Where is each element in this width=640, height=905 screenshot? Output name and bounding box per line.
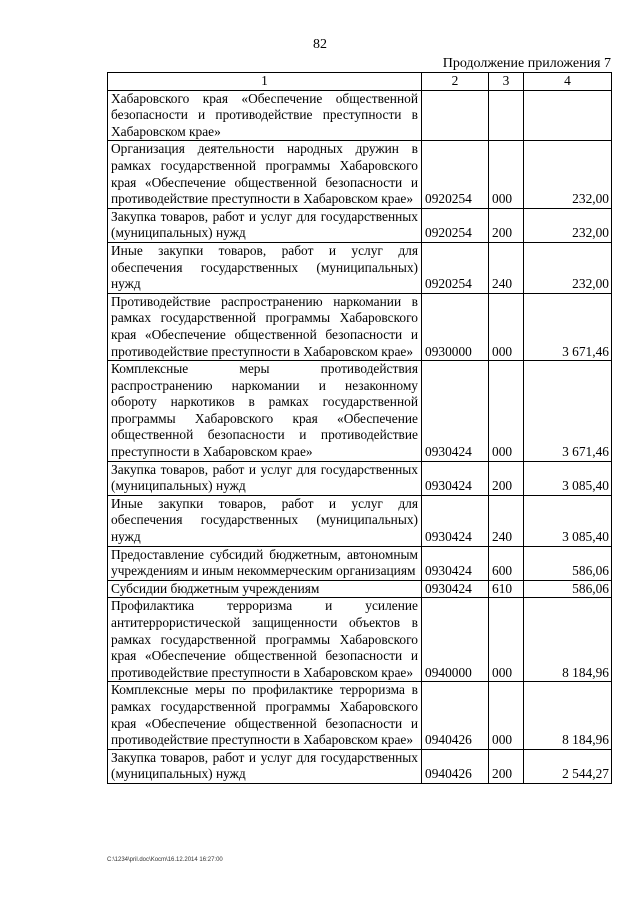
table-row bbox=[108, 682, 612, 749]
row-amount: 586,06 bbox=[524, 580, 612, 598]
continuation-label: Продолжение приложения 7 bbox=[442, 56, 611, 71]
row-amount: 8 184,96 bbox=[524, 682, 612, 749]
row-name: Комплексные меры противодействия распространению наркомании и незаконному обороту наркотиков в рамках государственной программы Хабаровского края «Обеспечение общественной безопасности и противодействие преступности в Хабаровском крае» bbox=[108, 361, 422, 462]
row-code: 0930424 bbox=[422, 461, 489, 495]
table-row bbox=[108, 461, 612, 495]
row-code: 0940000 bbox=[422, 598, 489, 682]
row-type: 240 bbox=[489, 495, 524, 546]
row-code bbox=[422, 90, 489, 141]
row-name: Предоставление субсидий бюджетным, автономным учреждениям и иным некоммерческим организациям bbox=[108, 546, 422, 580]
row-type: 000 bbox=[489, 361, 524, 462]
table-row bbox=[108, 598, 612, 682]
row-name: Хабаровского края «Обеспечение общественной безопасности и противодействие преступности в Хабаровском крае» bbox=[108, 90, 422, 141]
table-row bbox=[108, 242, 612, 293]
row-amount bbox=[524, 90, 612, 141]
row-code: 0920254 bbox=[422, 242, 489, 293]
row-code: 0930424 bbox=[422, 580, 489, 598]
row-amount: 232,00 bbox=[524, 208, 612, 242]
budget-table bbox=[107, 72, 612, 784]
row-code: 0930424 bbox=[422, 546, 489, 580]
table-row bbox=[108, 208, 612, 242]
row-name: Закупка товаров, работ и услуг для государственных (муниципальных) нужд bbox=[108, 749, 422, 783]
row-name: Организация деятельности народных дружин в рамках государственной программы Хабаровского края «Обеспечение общественной безопасности и противодействие преступности в Хабаровском крае» bbox=[108, 141, 422, 208]
header-cell: 1 bbox=[108, 73, 422, 91]
table-row bbox=[108, 293, 612, 360]
row-amount: 8 184,96 bbox=[524, 598, 612, 682]
header-cell: 3 bbox=[489, 73, 524, 91]
row-amount: 586,06 bbox=[524, 546, 612, 580]
row-name: Противодействие распространению наркомании в рамках государственной программы Хабаровского края «Обеспечение общественной безопасности и противодействие преступности в Хабаровском крае» bbox=[108, 293, 422, 360]
row-amount: 232,00 bbox=[524, 242, 612, 293]
row-type: 600 bbox=[489, 546, 524, 580]
row-type: 240 bbox=[489, 242, 524, 293]
row-code: 0940426 bbox=[422, 682, 489, 749]
row-type: 000 bbox=[489, 598, 524, 682]
row-name: Закупка товаров, работ и услуг для государственных (муниципальных) нужд bbox=[108, 208, 422, 242]
page-number: 82 bbox=[313, 37, 327, 52]
row-type: 000 bbox=[489, 293, 524, 360]
row-type: 200 bbox=[489, 749, 524, 783]
row-type: 000 bbox=[489, 141, 524, 208]
header-cell: 2 bbox=[422, 73, 489, 91]
row-code: 0930424 bbox=[422, 361, 489, 462]
row-name: Профилактика терроризма и усиление антитеррористической защищенности объектов в рамках государственной программы Хабаровского края «Обеспечение общественной безопасности и противодействие преступности в Хабаровском крае» bbox=[108, 598, 422, 682]
table-header-row bbox=[108, 73, 612, 91]
row-amount: 232,00 bbox=[524, 141, 612, 208]
row-amount: 3 085,40 bbox=[524, 495, 612, 546]
row-name: Иные закупки товаров, работ и услуг для обеспечения государственных (муниципальных) нужд bbox=[108, 242, 422, 293]
table-row bbox=[108, 361, 612, 462]
table-row bbox=[108, 495, 612, 546]
row-name: Закупка товаров, работ и услуг для государственных (муниципальных) нужд bbox=[108, 461, 422, 495]
row-name: Субсидии бюджетным учреждениям bbox=[108, 580, 422, 598]
table-row bbox=[108, 580, 612, 598]
row-name: Комплексные меры по профилактике терроризма в рамках государственной программы Хабаровского края «Обеспечение общественной безопасности и противодействие преступности в Хабаровском крае» bbox=[108, 682, 422, 749]
row-code: 0920254 bbox=[422, 208, 489, 242]
row-amount: 3 671,46 bbox=[524, 293, 612, 360]
table-row bbox=[108, 90, 612, 141]
row-type: 200 bbox=[489, 461, 524, 495]
row-code: 0920254 bbox=[422, 141, 489, 208]
row-type: 200 bbox=[489, 208, 524, 242]
file-path-footer: C:\1234\pril.doc\Kocm\16.12.2014 16:27:00 bbox=[107, 857, 223, 863]
row-code: 0940426 bbox=[422, 749, 489, 783]
table-row bbox=[108, 141, 612, 208]
row-code: 0930424 bbox=[422, 495, 489, 546]
row-code: 0930000 bbox=[422, 293, 489, 360]
table-row bbox=[108, 546, 612, 580]
row-amount: 3 085,40 bbox=[524, 461, 612, 495]
row-amount: 2 544,27 bbox=[524, 749, 612, 783]
row-amount: 3 671,46 bbox=[524, 361, 612, 462]
row-type bbox=[489, 90, 524, 141]
row-name: Иные закупки товаров, работ и услуг для обеспечения государственных (муниципальных) нужд bbox=[108, 495, 422, 546]
header-cell: 4 bbox=[524, 73, 612, 91]
row-type: 610 bbox=[489, 580, 524, 598]
row-type: 000 bbox=[489, 682, 524, 749]
table-row bbox=[108, 749, 612, 783]
